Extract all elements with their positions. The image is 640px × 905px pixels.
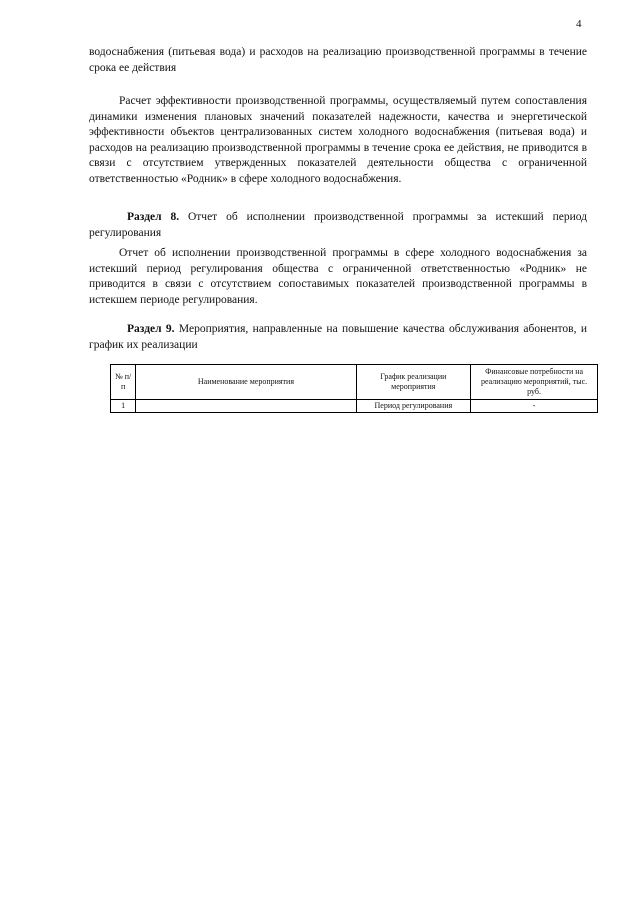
table-header-row <box>111 365 598 400</box>
header-finance: Финансовые потребности на реализацию мероприятий, тыс. руб. <box>471 365 598 400</box>
header-num: № п/п <box>111 365 136 400</box>
section-9-heading <box>89 322 587 353</box>
cell-num: 1 <box>111 400 136 413</box>
section-8-label: Раздел 8. <box>127 211 180 223</box>
section-9-label: Раздел 9. <box>127 323 175 335</box>
cell-finance: - <box>471 400 598 413</box>
cell-schedule: Период регулирования <box>356 400 471 413</box>
header-schedule: График реализации мероприятия <box>356 365 471 400</box>
section-8-title: Отчет об исполнении производственной программы за истекший период регулирования <box>89 211 587 239</box>
table-row <box>111 400 598 413</box>
paragraph-continuation: водоснабжения (питьевая вода) и расходов на реализацию производственной программы в течение срока ее действия <box>89 46 587 74</box>
cell-name <box>136 400 356 413</box>
page-number: 4 <box>576 18 582 30</box>
header-name: Наименование мероприятия <box>136 365 356 400</box>
events-table <box>110 364 598 413</box>
section-8-heading <box>89 210 587 241</box>
paragraph-report: Отчет об исполнении производственной программы в сфере холодного водоснабжения за истекший период регулирования общества с ограниченной ответственностью «Родник» не приводится в связи с отсутствием сопоставимых показателей производственной программы в истекшем периоде регулирования. <box>89 247 587 306</box>
paragraph-efficiency: Расчет эффективности производственной программы, осуществляемый путем сопоставления динамики изменения плановых значений показателей надежности, качества и энергетической эффективности объектов централизованных систем холодного водоснабжения (питьевая вода) и расходов на реализацию производственной программы в течение срока ее действия, не приводится в связи с отсутствием утвержденных показателей деятельности общества с ограниченной ответственностью «Родник» в сфере холодного водоснабжения. <box>89 95 587 185</box>
section-9-title: Мероприятия, направленные на повышение качества обслуживания абонентов, и график их реализации <box>89 323 587 351</box>
